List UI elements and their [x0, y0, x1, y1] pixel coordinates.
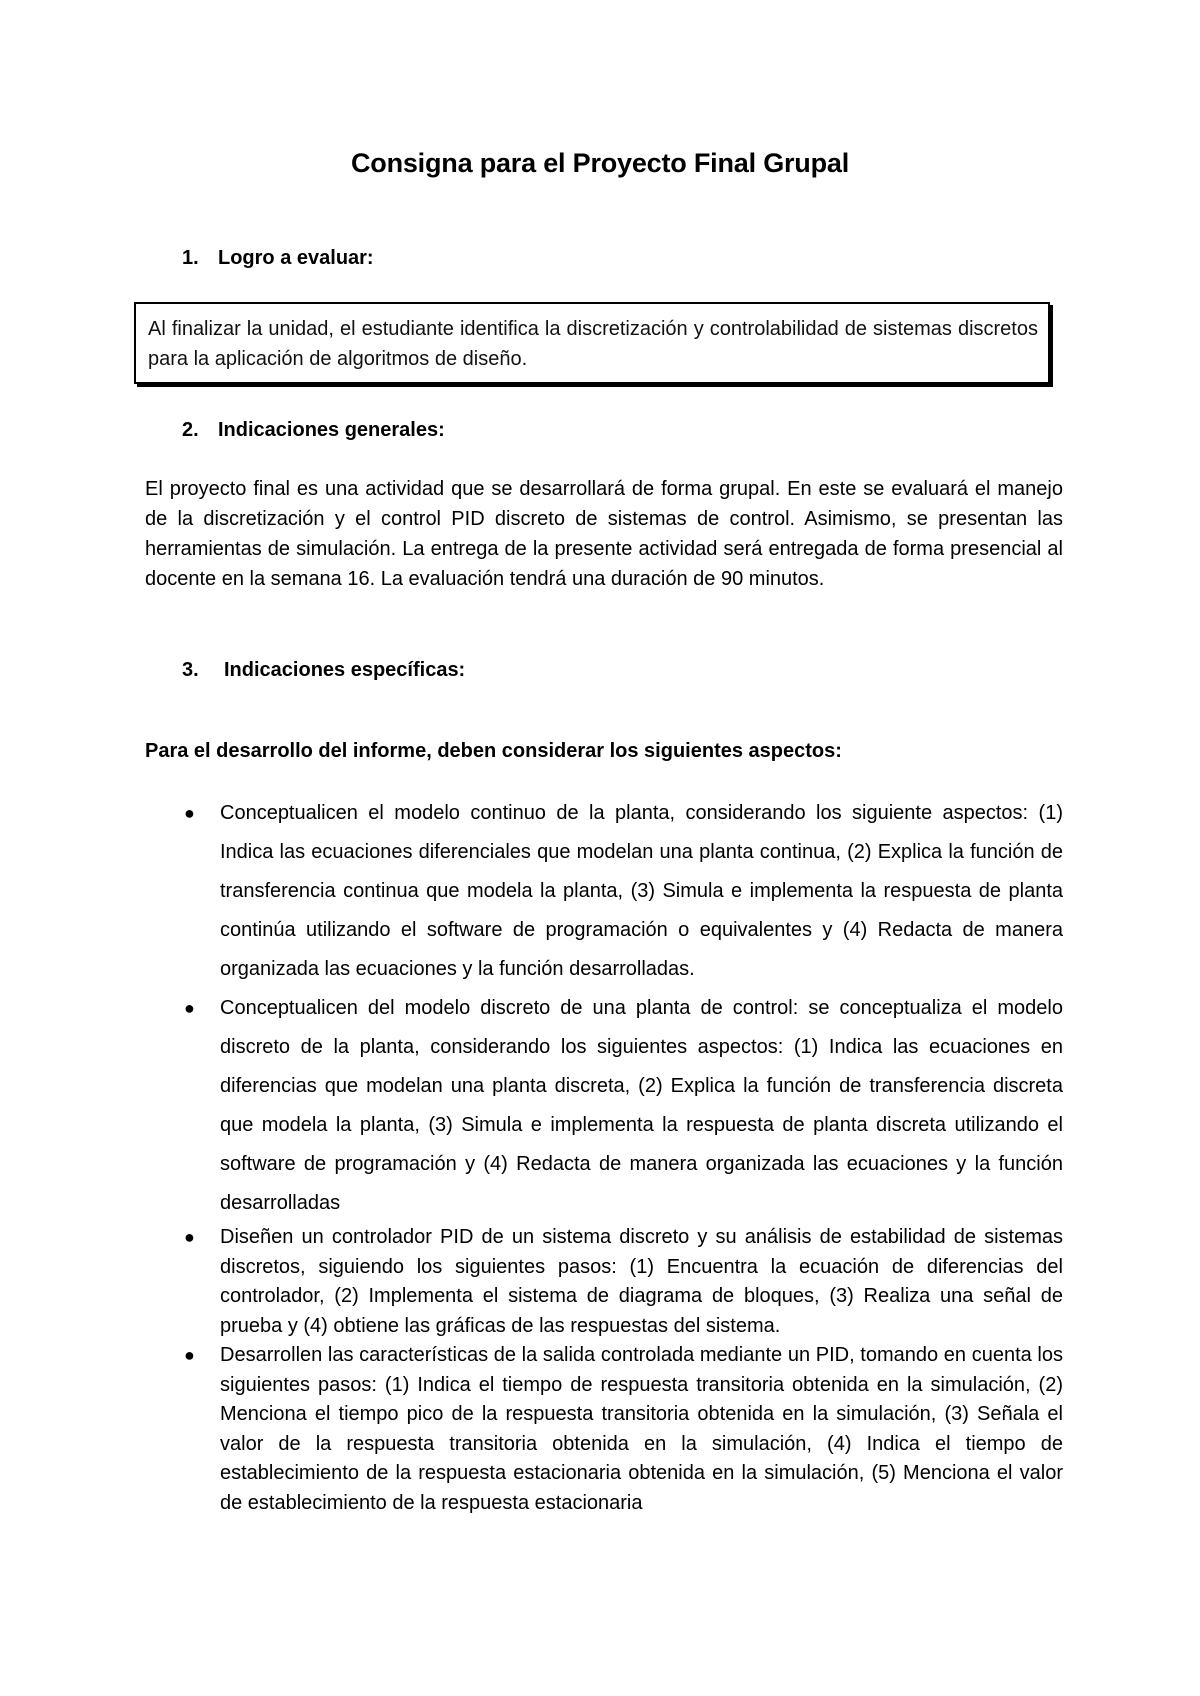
- section-1-number: 1.: [182, 247, 199, 269]
- section-1-heading: [182, 246, 374, 270]
- section-3-heading-text: Indicaciones específicas:: [224, 659, 466, 681]
- section-3-number: 3.: [182, 659, 199, 681]
- section-2-heading: [182, 418, 445, 442]
- section-2-heading-text: Indicaciones generales:: [218, 419, 445, 441]
- list-item-text: Conceptualicen del modelo discreto de una planta de control: se conceptualiza el modelo discreto de la planta, considerando los siguientes aspectos: (1) Indica las ecuaciones en diferencias que modelan una planta discreta, (2) Explica la función de transferencia discreta que modela la planta, (3) Simula e implementa la respuesta de planta discreta utilizando el software de programación y (4) Redacta de manera organizada las ecuaciones y la función desarrolladas: [220, 997, 1063, 1214]
- bullet-icon: ●: [184, 1227, 195, 1247]
- bullet-icon: ●: [184, 803, 195, 823]
- section-3-heading: [182, 658, 465, 682]
- list-item-text: Conceptualicen el modelo continuo de la planta, considerando los siguiente aspectos: (1) Indica las ecuaciones diferenciales que modelan una planta continua, (2) Explica la función de transferencia continua que modela la planta, (3) Simula e implementa la respuesta de planta continúa utilizando el software de programación o equivalentes y (4) Redacta de manera organizada las ecuaciones y la función desarrolladas.: [220, 802, 1063, 980]
- aspects-list: [0, 794, 1200, 1518]
- learning-outcome-box: [134, 302, 1050, 384]
- report-aspects-subheading: Para el desarrollo del informe, deben considerar los siguientes aspectos:: [145, 740, 842, 762]
- list-item: [0, 1341, 1063, 1518]
- bullet-icon: ●: [184, 998, 195, 1018]
- list-item-text: Diseñen un controlador PID de un sistema discreto y su análisis de estabilidad de sistemas discretos, siguiendo los siguientes pasos: (1) Encuentra la ecuación de diferencias del controlador, (2) Implementa el sistema de diagrama de bloques, (3) Realiza una señal de prueba y (4) obtiene las gráficas de las respuestas del sistema.: [220, 1226, 1063, 1337]
- learning-outcome-text: Al finalizar la unidad, el estudiante identifica la discretización y controlabilidad de sistemas discretos para la aplicación de algoritmos de diseño.: [148, 318, 1038, 370]
- list-item: [0, 1223, 1063, 1341]
- list-item-text: Desarrollen las características de la salida controlada mediante un PID, tomando en cuenta los siguientes pasos: (1) Indica el tiempo de respuesta transitoria obtenida en la simulación, (2) Menciona el tiempo pico de la respuesta transitoria obtenida en la simulación, (3) Señala el valor de la respuesta transitoria obtenida en la simulación, (4) Indica el tiempo de establecimiento de la respuesta estacionaria obtenida en la simulación, (5) Menciona el valor de establecimiento de la respuesta estacionaria: [220, 1344, 1063, 1514]
- list-item: [0, 989, 1063, 1223]
- general-instructions-paragraph: El proyecto final es una actividad que se desarrollará de forma grupal. En este se evaluará el manejo de la discretización y el control PID discreto de sistemas de control. Asimismo, se presentan las herramientas de simulación. La entrega de la presente actividad será entregada de forma presencial al docente en la semana 16. La evaluación tendrá una duración de 90 minutos.: [145, 478, 1063, 590]
- section-1-heading-text: Logro a evaluar:: [218, 247, 374, 269]
- section-2-number: 2.: [182, 419, 199, 441]
- document-title: Consigna para el Proyecto Final Grupal: [350, 148, 850, 178]
- list-item: [0, 794, 1063, 989]
- bullet-icon: ●: [184, 1345, 195, 1365]
